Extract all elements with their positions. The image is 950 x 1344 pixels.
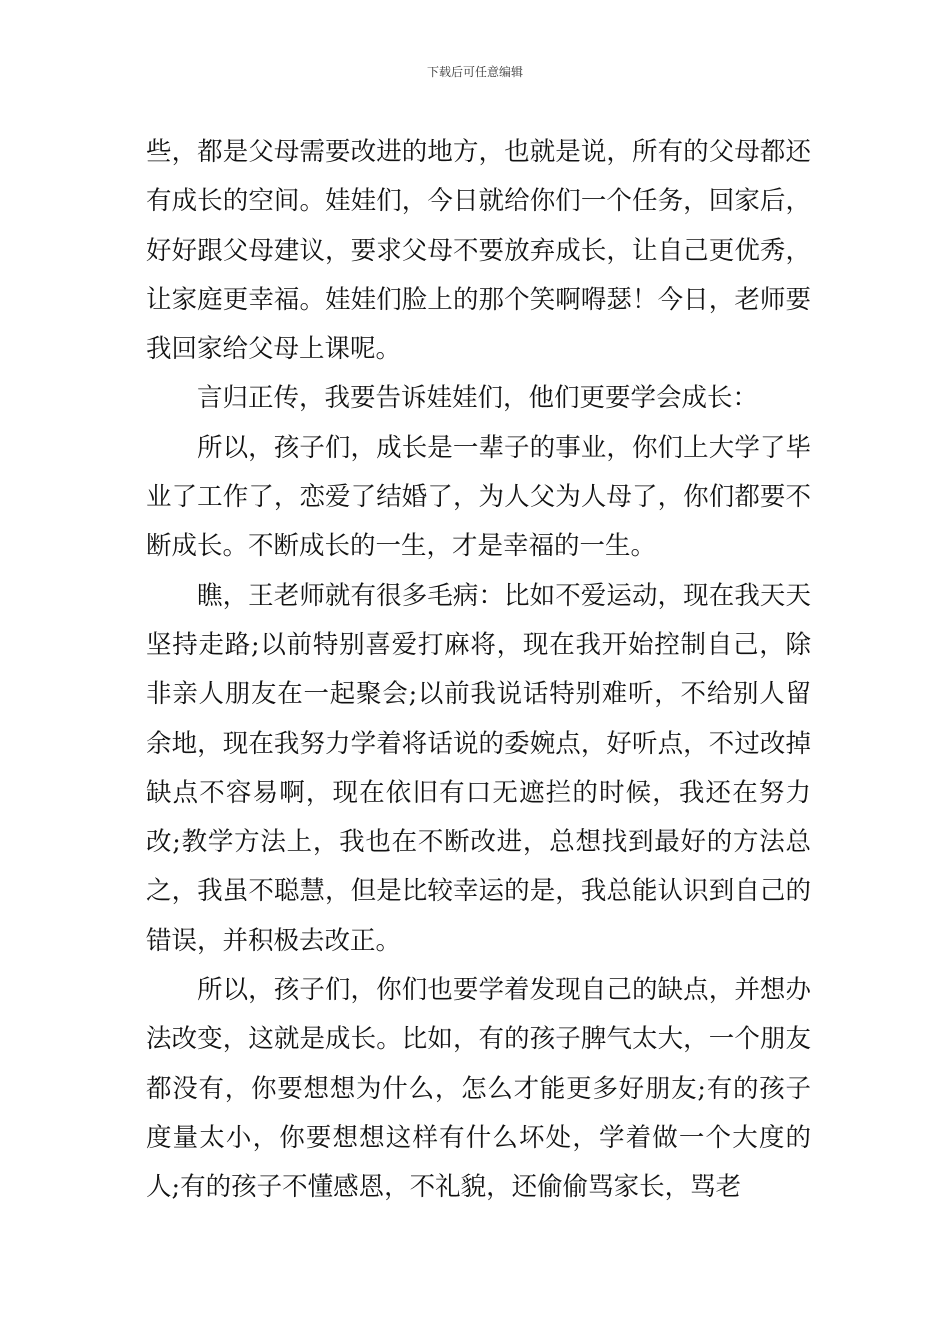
paragraph-1: 些，都是父母需要改进的地方，也就是说，所有的父母都还有成长的空间。娃娃们，今日就给你们一个任务，回家后，好好跟父母建议，要求父母不要放弃成长，让自己更优秀，让家庭更幸福。娃娃们脸上的那个笑啊嘚瑟！今日，老师要我回家给父母上课呢。: [146, 137, 811, 365]
paragraph-2: 言归正传，我要告诉娃娃们，他们更要学会成长：: [197, 383, 759, 414]
paragraph-3: 所以，孩子们，成长是一辈子的事业，你们上大学了毕业了工作了，恋爱了结婚了，为人父为人母了，你们都要不断成长。不断成长的一生，才是幸福的一生。: [146, 432, 811, 562]
paragraph-5: 所以，孩子们，你们也要学着发现自己的缺点，并想办法改变，这就是成长。比如，有的孩子脾气太大，一个朋友都没有，你要想想为什么，怎么才能更多好朋友;有的孩子度量太小，你要想想这样有什么坏处，学着做一个大度的人;有的孩子不懂感恩，不礼貌，还偷偷骂家长，骂老: [146, 975, 811, 1203]
paragraph-4: 瞧，王老师就有很多毛病：比如不爱运动，现在我天天坚持走路;以前特别喜爱打麻将，现在我开始控制自己，除非亲人朋友在一起聚会;以前我说话特别难听，不给别人留余地，现在我努力学着将话说的委婉点，好听点，不过改掉缺点不容易啊，现在依旧有口无遮拦的时候，我还在努力改;教学方法上，我也在不断改进，总想找到最好的方法总之，我虽不聪慧，但是比较幸运的是，我总能认识到自己的错误，并积极去改正。: [146, 580, 811, 956]
body-text: [146, 128, 811, 1213]
page-header: 下载后可任意编辑: [426, 65, 523, 79]
